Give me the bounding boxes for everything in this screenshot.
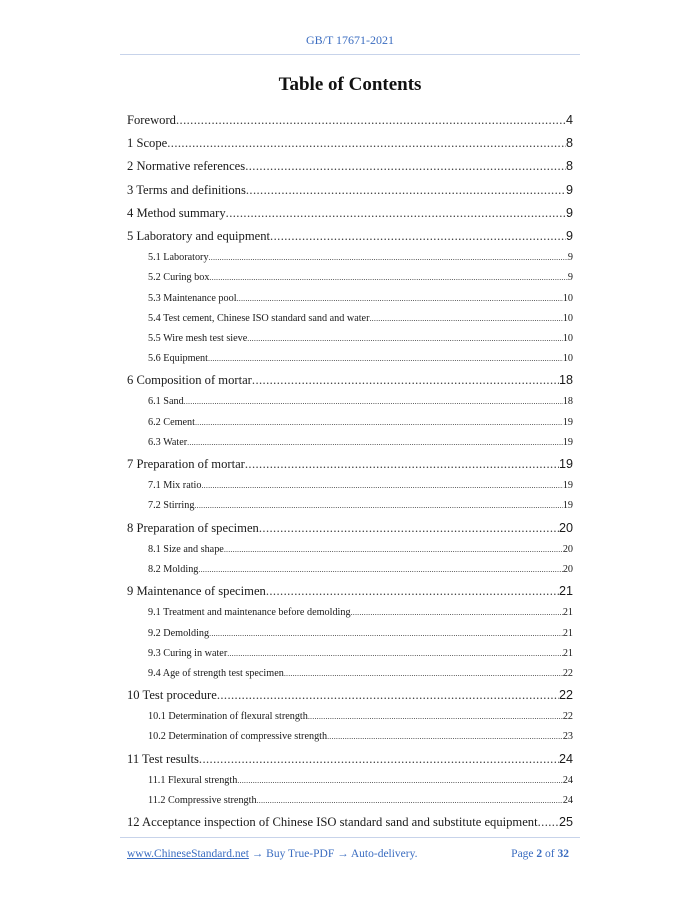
toc-entry[interactable]	[127, 684, 573, 707]
toc-entry-label: 9.2 Demolding	[148, 627, 210, 639]
toc-entry-page: 10	[562, 312, 573, 324]
toc-entry-label: 6 Composition of mortar	[127, 373, 252, 388]
toc-entry-label: 10.2 Determination of compressive strength	[148, 731, 328, 743]
arrow-right-icon: →	[337, 848, 349, 860]
buy-text: Buy True-PDF	[266, 848, 335, 860]
toc-dot-leader	[247, 329, 563, 349]
toc-entry-label: 7 Preparation of mortar	[127, 457, 245, 471]
toc-dot-leader	[208, 349, 563, 369]
toc-dot-leader	[369, 309, 562, 329]
toc-entry[interactable]	[127, 132, 573, 155]
toc-entry[interactable]	[127, 155, 573, 178]
toc-subentry[interactable]	[127, 540, 573, 560]
toc-entry-page: 21	[562, 647, 573, 659]
toc-entry[interactable]	[127, 453, 573, 476]
toc-entry-page: 20	[562, 543, 573, 555]
toc-dot-leader	[209, 268, 567, 288]
toc-subentry[interactable]	[127, 248, 573, 268]
toc-entry-label: 5 Laboratory and equipment	[127, 228, 271, 243]
toc-dot-leader	[224, 540, 563, 560]
toc-dot-leader	[199, 748, 559, 771]
toc-entry-label: 6.3 Water	[148, 436, 188, 448]
toc-dot-leader	[167, 132, 566, 155]
toc-entry-page: 24	[558, 751, 573, 766]
toc-entry-label: 5.3 Maintenance pool	[148, 292, 237, 304]
delivery-text: Auto-delivery.	[350, 848, 418, 860]
site-link[interactable]: www.ChineseStandard.net	[127, 848, 249, 860]
toc-entry-page: 4	[565, 113, 573, 127]
toc-entry-page: 21	[562, 607, 573, 619]
toc-entry[interactable]	[127, 748, 573, 771]
toc-entry-page: 21	[562, 627, 573, 639]
toc-entry-label: 9.3 Curing in water	[148, 647, 228, 659]
toc-entry-label: 5.1 Laboratory	[148, 252, 209, 264]
toc-dot-leader	[257, 791, 563, 811]
toc-entry-label: 6.2 Cement	[148, 416, 195, 428]
toc-entry-label: 8.2 Molding	[148, 563, 199, 575]
toc-entry-label: 11 Test results	[127, 751, 199, 766]
toc-subentry[interactable]	[127, 664, 573, 684]
toc-entry[interactable]	[127, 369, 573, 392]
toc-dot-leader	[201, 476, 562, 496]
toc-dot-leader	[351, 603, 563, 623]
toc-entry-page: 25	[558, 815, 573, 830]
page-counter	[511, 848, 569, 860]
toc-subentry[interactable]	[127, 392, 573, 412]
toc-entry-label: 11.1 Flexural strength	[148, 774, 238, 786]
toc-dot-leader	[227, 644, 563, 664]
toc-entry-label: 7.2 Stirring	[148, 500, 195, 512]
page-title: Table of Contents	[278, 74, 422, 95]
toc-dot-leader	[284, 664, 563, 684]
toc-subentry[interactable]	[127, 476, 573, 496]
toc-entry-label: 4 Method summary	[127, 205, 226, 220]
toc-subentry[interactable]	[127, 433, 573, 453]
toc-subentry[interactable]	[127, 496, 573, 516]
toc-entry-page: 19	[562, 500, 573, 512]
toc-entry-page: 24	[562, 795, 573, 806]
toc-subentry[interactable]	[127, 560, 573, 580]
toc-entry-label: 5.2 Curing box	[148, 272, 210, 284]
toc-entry-page: 19	[558, 457, 573, 471]
toc-entry-page: 10	[562, 292, 573, 304]
toc-entry-page: 10	[562, 353, 573, 365]
toc-entry-label: 1 Scope	[127, 136, 168, 151]
toc-dot-leader	[327, 727, 563, 747]
toc-subentry[interactable]	[127, 329, 573, 349]
toc-dot-leader	[176, 109, 566, 132]
toc-entry-page: 23	[562, 731, 573, 743]
toc-entry-page: 8	[565, 159, 573, 174]
toc-entry[interactable]	[127, 580, 573, 603]
toc-entry-label: 7.1 Mix ratio	[148, 480, 202, 492]
current-page: 2	[536, 848, 543, 860]
toc-entry-page: 19	[562, 416, 573, 428]
toc-entry-page: 9	[565, 182, 573, 197]
toc-entry-page: 22	[562, 711, 573, 723]
toc-entry-label: 6.1 Sand	[148, 396, 184, 408]
toc-entry-page: 9	[565, 228, 573, 243]
toc-dot-leader	[184, 392, 563, 412]
toc-entry[interactable]	[127, 202, 573, 225]
header-divider	[120, 54, 580, 55]
toc-entry-label: 5.4 Test cement, Chinese ISO standard sand and water	[148, 312, 370, 324]
toc-entry-page: 22	[558, 688, 573, 703]
footer-divider	[120, 837, 580, 838]
toc-subentry[interactable]	[127, 289, 573, 309]
toc-entry-label: 10.1 Determination of flexural strength	[148, 711, 308, 723]
toc-dot-leader	[209, 248, 568, 268]
toc-entry-label: 10 Test procedure	[127, 688, 217, 703]
toc-subentry[interactable]	[127, 413, 573, 433]
page-word: Page	[511, 848, 534, 860]
toc-entry-label: 8 Preparation of specimen	[127, 520, 259, 535]
toc-dot-leader	[237, 771, 562, 791]
toc-dot-leader	[194, 496, 562, 516]
toc-subentry[interactable]	[127, 644, 573, 664]
toc-entry-label: 8.1 Size and shape	[148, 543, 224, 555]
table-of-contents	[127, 109, 573, 834]
toc-entry-page: 8	[565, 136, 573, 151]
toc-dot-leader	[217, 684, 559, 707]
toc-entry-page: 19	[562, 436, 573, 448]
toc-dot-leader	[270, 225, 566, 248]
toc-entry-label: 9.1 Treatment and maintenance before demolding	[148, 607, 351, 619]
toc-entry-page: 10	[562, 332, 573, 344]
toc-dot-leader	[308, 707, 563, 727]
running-header: GB/T 17671-2021	[305, 33, 395, 47]
toc-entry[interactable]	[127, 517, 573, 540]
toc-entry-label: 9 Maintenance of specimen	[127, 584, 266, 599]
toc-entry-page: 20	[562, 563, 573, 575]
toc-subentry[interactable]	[127, 771, 573, 791]
toc-dot-leader	[246, 179, 566, 202]
toc-dot-leader	[252, 369, 559, 392]
toc-dot-leader	[226, 202, 566, 225]
toc-entry-page: 9	[567, 252, 573, 264]
toc-entry[interactable]	[127, 225, 573, 248]
toc-dot-leader	[245, 155, 566, 178]
arrow-right-icon: →	[251, 848, 264, 860]
toc-dot-leader	[538, 811, 559, 834]
toc-entry-label: 5.5 Wire mesh test sieve	[148, 332, 248, 344]
of-word: of	[545, 848, 555, 860]
toc-dot-leader	[245, 453, 559, 476]
toc-entry-label: 11.2 Compressive strength	[148, 795, 257, 806]
toc-subentry[interactable]	[127, 309, 573, 329]
toc-entry[interactable]	[127, 109, 573, 132]
toc-entry-page: 21	[558, 584, 573, 599]
toc-dot-leader	[259, 517, 559, 540]
toc-entry-page: 9	[565, 205, 573, 220]
toc-dot-leader	[198, 560, 562, 580]
toc-entry-label: 2 Normative references	[127, 159, 246, 174]
toc-entry-label: 9.4 Age of strength test specimen	[148, 667, 284, 679]
toc-entry-label: 3 Terms and definitions	[127, 182, 246, 197]
toc-entry-page: 19	[562, 480, 573, 492]
toc-subentry[interactable]	[127, 349, 573, 369]
toc-subentry[interactable]	[127, 603, 573, 623]
toc-entry-page: 24	[562, 774, 573, 786]
toc-dot-leader	[266, 580, 559, 603]
toc-entry-label: 12 Acceptance inspection of Chinese ISO standard sand and substitute equipment	[127, 815, 538, 830]
toc-subentry[interactable]	[127, 791, 573, 811]
toc-entry-page: 20	[558, 520, 573, 535]
toc-entry[interactable]	[127, 179, 573, 202]
toc-subentry[interactable]	[127, 707, 573, 727]
toc-entry-label: Foreword	[127, 113, 176, 127]
toc-dot-leader	[195, 413, 563, 433]
footer-promo	[127, 848, 418, 860]
toc-subentry[interactable]	[127, 268, 573, 288]
toc-entry-label: 5.6 Equipment	[148, 353, 208, 365]
toc-entry[interactable]	[127, 811, 573, 834]
toc-dot-leader	[237, 289, 563, 309]
toc-entry-page: 18	[562, 396, 573, 408]
toc-entry-page: 9	[567, 272, 573, 284]
toc-dot-leader	[209, 624, 563, 644]
toc-entry-page: 22	[562, 667, 573, 679]
toc-dot-leader	[187, 433, 563, 453]
toc-subentry[interactable]	[127, 727, 573, 747]
toc-subentry[interactable]	[127, 624, 573, 644]
toc-entry-page: 18	[558, 373, 573, 388]
total-pages: 32	[557, 848, 569, 860]
